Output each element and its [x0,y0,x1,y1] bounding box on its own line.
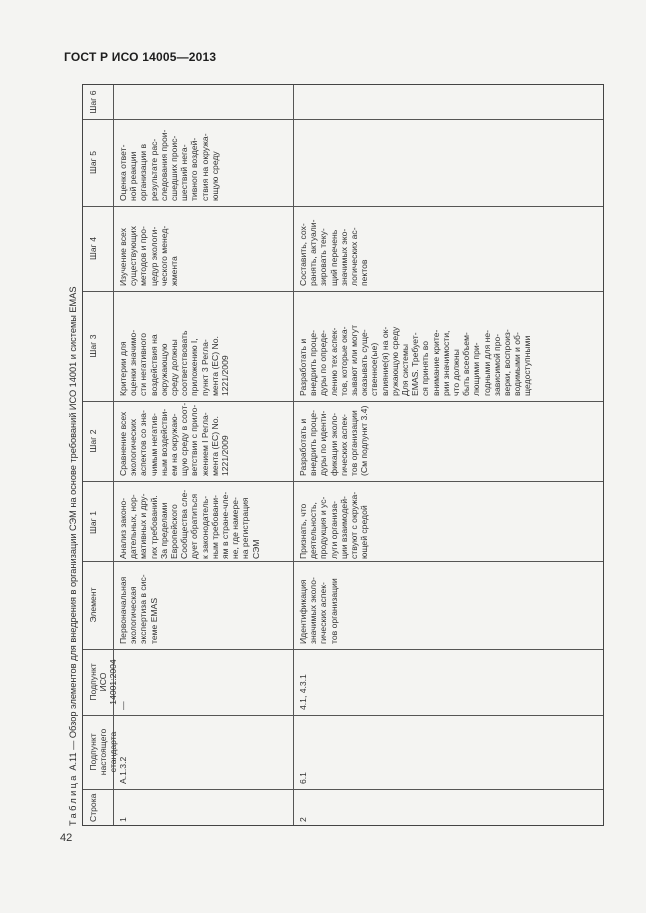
text-line: рии значимости, [440,330,451,396]
text-line: луги организа- [328,500,339,559]
text-line: щий перечень [328,229,339,286]
cell-row2-step5-text [298,124,605,201]
text-line: ным требовани- [209,495,220,559]
cell-row1-step2 [113,401,293,481]
column-header-subclause [83,715,119,789]
text-line: теме EMAS [148,597,159,644]
table-caption-container [66,84,80,826]
column-header-row-text [88,794,113,822]
text-line: лению тех аспек- [328,327,339,396]
text-line: гих требований. [148,495,159,559]
text-line: Шаг 2 [88,429,98,453]
cell-row2-row-text [298,794,605,822]
text-line: За пределами [158,502,169,559]
table-caption-text: А.11 — Обзор элементов для внедрения в организации СЭМ на основе требований ИСО 14001 и системы EMAS [68,286,78,774]
text-line: Оценка ответ- [118,144,128,201]
text-line: внедрить проце- [308,410,319,476]
column-header-step6 [83,85,113,119]
text-line: водимыми и об- [512,332,523,396]
text-line: гических аспек- [338,414,349,476]
cell-row2-element-text [298,566,605,644]
text-line: A.1.3.2 [118,756,128,784]
text-line: Подпункт [88,733,98,771]
cell-row2-step5 [293,119,605,206]
text-line: влияние(я) на ок- [379,326,390,396]
text-line: результате рас- [148,138,159,201]
table-caption-label: Таблица [68,773,78,826]
text-line: дуры по опреде- [318,330,329,396]
column-header-step1 [83,481,113,564]
text-line: сти негативного [138,332,149,396]
text-line: жмента [169,256,180,286]
text-line: пектов [359,259,370,286]
text-line: приложению I, [189,338,200,396]
column-header-step6-text [88,90,113,114]
cell-row1-step1-text [118,486,293,559]
text-line: внедрить проце- [308,330,319,396]
page-number: 42 [60,832,73,844]
cell-row2-iso-text [298,654,605,710]
text-line: 1221/2009 [220,435,231,476]
text-line: ветствии с прило- [189,404,200,476]
text-line: к законодатель- [199,495,210,559]
column-header-step2 [83,401,113,481]
text-line: зависимой про- [491,333,502,396]
cell-row1-subclause-text [118,720,293,784]
column-header-step2-text [88,406,113,476]
column-header-element-text [88,566,113,644]
cell-row2-step2 [293,401,605,481]
text-line: СЭМ [250,539,261,559]
cell-row1-step4 [113,206,293,291]
text-line: ИСО [98,672,109,692]
text-line: стандарта [108,731,119,773]
text-line: Сообщества сле- [179,489,190,559]
text-line: ранять, актуали- [308,219,319,286]
text-line: Шаг 5 [88,151,98,174]
column-header-step4-text [88,211,113,286]
text-line: Европейского [169,504,180,559]
text-line: следования прои- [158,129,169,201]
cell-row2-step4-text [298,211,605,286]
cell-row1-element [113,561,293,649]
cell-row1-iso [113,649,293,715]
text-line: цедур экологи- [148,226,159,286]
text-line: 1221/2009 [220,355,231,396]
text-line: организации в [138,143,149,201]
cell-row1-step5-text [118,124,293,201]
text-line: продукция и ус- [318,496,329,559]
cell-row1-step4-text [118,211,293,286]
text-line: пункт 3 Регла- [199,339,210,396]
column-header-step3-text [88,296,113,396]
column-header-element [83,561,113,649]
text-line: шествий нега- [179,144,190,201]
text-line: ции взаимодей- [338,496,349,559]
cell-row2-row [293,789,605,827]
table-caption [66,84,80,826]
text-line: Разработать и [298,418,308,476]
column-header-iso [83,649,119,715]
column-header-step4 [83,206,113,291]
text-line: мативных и дру- [138,493,149,559]
text-line: 1 [118,817,128,822]
text-line: ствуют с окружа- [349,491,360,559]
column-header-step3 [83,291,113,401]
cell-row1-subclause [113,715,293,789]
text-line: сшедших проис- [169,135,180,201]
text-line: мента (ЕС) No. [209,336,220,396]
text-line: что должны [451,349,462,396]
cell-row1-row [113,789,293,827]
column-header-step5 [83,119,113,206]
text-line: значимых эко- [338,228,349,286]
text-line: чимым негатив- [148,413,159,476]
text-line: 6.1 [298,772,308,784]
text-line: тов, которые ока- [338,326,349,396]
text-line: ям в стране-чле- [220,491,231,559]
text-line: Составить, сох- [298,223,308,286]
cell-row2-iso [293,649,605,715]
text-line: оценки значимо- [128,329,139,396]
text-line: Шаг 3 [88,334,98,358]
cell-row2-step6 [293,85,605,119]
text-line: ем на окружаю- [169,413,180,476]
cell-row1-step2-text [118,402,293,476]
text-line: Идентификация [298,579,308,644]
text-line: зывают или могут [349,324,360,396]
text-line: не, где намере- [230,497,241,559]
text-line: ной реакции [128,151,139,201]
text-line: тов организации [349,410,360,476]
text-line: зировать теку- [318,228,329,286]
text-line: деятельность, [308,502,319,559]
column-header-row [83,789,113,827]
text-line: Признать, что [298,503,308,559]
cell-row2-step6-text [298,90,605,114]
text-line: существующих [128,226,139,286]
text-line: Подпункт [88,663,98,701]
cell-row2-subclause [293,715,605,789]
cell-row2-step1-text [298,486,605,559]
text-line: щую среду в соот- [179,402,190,476]
text-line: (См подпункт 3.4) [359,405,370,476]
text-line: на регистрация [240,497,251,559]
text-line: 14001:2004 [108,659,119,705]
text-line: оказывать суще- [359,329,370,396]
text-line: внимание крите- [430,329,441,396]
text-line: окружающую [158,343,169,396]
text-line: Строка [88,793,98,822]
column-header-step5-text [88,124,113,201]
cell-row2-step3-text [298,296,605,396]
text-line: тивного воздей- [189,137,200,201]
document-header: ГОСТ Р ИСО 14005—2013 [64,50,217,64]
text-line: Для системы [400,344,411,396]
text-line: Элемент [88,587,98,623]
cell-row2-subclause-text [298,720,605,784]
text-line: значимых эколо- [308,577,319,644]
text-line: ствия на окружа- [199,133,210,201]
text-line: жением I Регла- [199,412,210,476]
text-line: настоящего [98,728,109,776]
text-line: Шаг 4 [88,237,98,260]
text-line: дуры по иденти- [318,410,329,476]
cell-row1-step6 [113,85,293,119]
text-line: щедоступными [522,335,533,396]
column-header-iso-text [88,654,119,710]
cell-row2-step3 [293,291,605,401]
text-line: Шаг 1 [88,511,98,534]
text-line: ным воздействи- [158,408,169,476]
column-header-step1-text [88,486,113,559]
text-line: Критерии для [118,341,128,396]
cell-row1-step3 [113,291,293,401]
text-line: воздействия на [148,334,159,396]
text-line: экологическая [128,586,139,644]
text-line: верки, воспроиз- [502,329,513,396]
cell-row2-step4 [293,206,605,291]
text-line: методов и про- [138,226,149,286]
text-line: ющую среду [209,151,220,201]
text-line: ружающую среду [389,326,400,396]
text-line: 4.1, 4.3.1 [298,674,308,710]
text-line: Изучение всех [118,228,128,286]
text-line: лющими при- [471,342,482,396]
cell-row2-step1 [293,481,605,564]
text-line: ческого менед- [158,225,169,286]
text-line: Первоначальная [118,576,128,644]
cell-row1-element-text [118,566,293,644]
text-line: экологических [128,418,139,476]
text-line: — [118,701,128,710]
column-header-subclause-text [88,720,119,784]
text-line: соответствовать [179,330,190,396]
cell-row1-step5 [113,119,293,206]
text-line: ющей средой [359,505,370,559]
cell-row1-step3-text [118,296,293,396]
text-line: ся принять во [420,340,431,396]
text-line: логических ас- [349,227,360,286]
cell-row1-step1 [113,481,293,564]
text-line: 2 [298,817,308,822]
text-line: гических аспек- [318,582,329,644]
cell-row1-iso-text [118,654,293,710]
text-line: быть всеобъем- [461,332,472,396]
text-line: мента (ЕС) No. [209,416,220,476]
text-line: дательных, нор- [128,494,139,559]
overview-table [82,84,604,826]
text-line: дует обратиться [189,493,200,559]
text-line: экспертиза в сис- [138,574,149,644]
text-line: аспектов со зна- [138,410,149,476]
text-line: EMAS. Требует- [410,332,421,396]
text-line: Шаг 6 [88,90,98,114]
text-line: фикации эколо- [328,412,339,476]
text-line: среду должны [169,339,180,396]
text-line: Разработать и [298,338,308,396]
cell-row1-step6-text [118,90,293,114]
cell-row2-element [293,561,605,649]
text-line: тов организации [328,578,339,644]
cell-row2-step2-text [298,406,605,476]
text-line: ственное(ые) [369,342,380,396]
text-line: Анализ законо- [118,497,128,559]
text-line: годными для не- [481,329,492,396]
cell-row1-row-text [118,794,293,822]
text-line: Сравнение всех [118,411,128,476]
